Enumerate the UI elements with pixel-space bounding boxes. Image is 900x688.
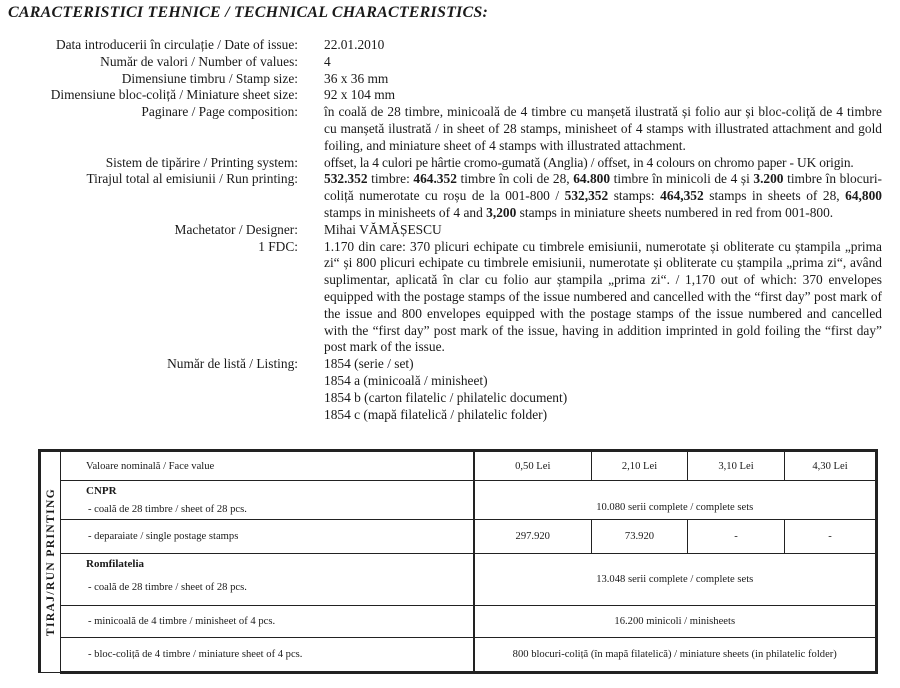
run-text: timbre: xyxy=(367,171,414,187)
spec-value xyxy=(324,356,882,423)
spec-fdc xyxy=(0,239,900,357)
single-value: - xyxy=(688,520,785,554)
table-row xyxy=(40,638,877,673)
face-value: 3,10 Lei xyxy=(688,451,785,481)
spec-value: în coală de 28 timbre, minicoală de 4 timbre cu manșetă ilustrată și folio aur și bloc-coliță de 4 timbre cu manșetă ilustrată / in sheet of 28 stamps, minisheet of 4 stamps with illustrated attachment and gold foiling, and miniature sheet of 4 stamps with illustrated attachment. xyxy=(324,104,882,153)
run-number: 64.800 xyxy=(573,171,611,187)
spec-page-composition xyxy=(0,104,900,154)
side-label-cell xyxy=(40,451,61,673)
run-text: stamps in sheets of 28, xyxy=(703,188,846,204)
run-number: 64,800 xyxy=(845,188,882,204)
spec-label: Tirajul total al emisiunii / Run printing: xyxy=(86,171,298,187)
spec-value: 4 xyxy=(324,53,331,69)
face-value: 4,30 Lei xyxy=(785,451,877,481)
spec-label: 1 FDC: xyxy=(258,238,298,254)
group-name: CNPR xyxy=(86,485,117,497)
minisheet-value: 16.200 minicoli / minisheets xyxy=(474,606,877,638)
table-row xyxy=(40,606,877,638)
spec-label: Machetator / Designer: xyxy=(174,221,298,237)
single-value: 297.920 xyxy=(474,520,592,554)
run-number: 3.200 xyxy=(753,171,784,187)
run-number: 3,200 xyxy=(486,204,517,220)
run-number: 532,352 xyxy=(564,188,609,204)
run-text: stamps: xyxy=(608,188,661,204)
spec-values xyxy=(0,54,900,71)
listing-item: 1854 c (mapă filatelică / philatelic folder) xyxy=(324,406,548,422)
row-label: - minicoală de 4 timbre / minisheet of 4 pcs. xyxy=(61,606,474,638)
face-value: 2,10 Lei xyxy=(592,451,688,481)
spec-stamp-size xyxy=(0,71,900,88)
spec-value: 36 x 36 mm xyxy=(324,70,389,86)
run-number: 532.352 xyxy=(324,171,368,187)
run-text: timbre în coli de 28, xyxy=(456,171,574,187)
spec-value: 92 x 104 mm xyxy=(324,87,396,103)
spec-label: Paginare / Page composition: xyxy=(141,104,298,120)
row-label: - deparaiate / single postage stamps xyxy=(61,520,474,554)
spec-label: Dimensiune timbru / Stamp size: xyxy=(121,70,298,86)
cnpr-sheet-value: 10.080 serii complete / complete sets xyxy=(474,481,877,520)
run-text: stamps in minisheets of 4 and xyxy=(324,204,487,220)
side-label: TIRAJ/RUN PRINTING xyxy=(44,487,57,637)
spec-listing xyxy=(0,356,900,423)
run-number: 464.352 xyxy=(413,171,457,187)
block-value: 800 blocuri-coliță (în mapă filatelică) / miniature sheets (in philatelic folder) xyxy=(474,638,877,673)
romfilatelia-sheet-cell xyxy=(61,554,474,606)
spec-label: Număr de listă / Listing: xyxy=(167,356,298,372)
technical-specs xyxy=(0,37,900,423)
spec-printing-system xyxy=(0,155,900,172)
listing-item: 1854 a (minicoală / minisheet) xyxy=(324,372,488,388)
spec-label: Sistem de tipărire / Printing system: xyxy=(105,154,298,170)
single-value: 73.920 xyxy=(592,520,688,554)
row-label: - bloc-coliță de 4 timbre / miniature sheet of 4 pcs. xyxy=(61,638,474,673)
run-number: 464,352 xyxy=(660,188,704,204)
spec-value: 22.01.2010 xyxy=(324,37,385,52)
row-label: - coală de 28 timbre / sheet of 28 pcs. xyxy=(88,504,247,515)
run-text: timbre în blocuri-coliță numerotate cu roșu de la 001-800 / xyxy=(324,171,883,204)
face-value-label: Valoare nominală / Face value xyxy=(61,451,474,481)
romfilatelia-sheet-value: 13.048 serii complete / complete sets xyxy=(474,554,877,606)
table-row xyxy=(40,451,877,481)
table-row xyxy=(40,520,877,554)
cnpr-sheet-cell xyxy=(61,481,474,520)
listing-item: 1854 b (carton filatelic / philatelic document) xyxy=(324,389,568,405)
spec-value: 1.170 din care: 370 plicuri echipate cu timbrele emisiunii, numerotate și obliterate cu ștampila „prima zi“ și 800 plicuri echipate cu timbrele emisiunii, numerotate și obliterate cu ștampila „prima zi“, având suplimentar, aplicată în clar cu folio aur ștampila „prima zi“. / 1,170 out of which: 370 envelopes equipped with the postage stamps of the issue numbered and cancelled with the “first day” post mark of the issue and 800 envelopes equipped with the postage stamps of the issue numbered and cancelled with the “first day” post mark of the issue, having in addition imprinted in gold foiling the “first day” post mark of the issue. xyxy=(324,238,882,355)
page-title: CARACTERISTICI TEHNICE / TECHNICAL CHARACTERISTICS: xyxy=(8,4,488,21)
spec-label: Data introducerii în circulație / Date of issue: xyxy=(55,37,298,52)
row-label: - coală de 28 timbre / sheet of 28 pcs. xyxy=(88,582,247,593)
run-text: stamps in miniature sheets numbered in red from 001-800. xyxy=(516,204,834,220)
spec-date xyxy=(0,37,900,54)
listing-item: 1854 (serie / set) xyxy=(324,356,414,372)
table-row xyxy=(40,481,877,520)
spec-sheet-size xyxy=(0,87,900,104)
spec-run-printing xyxy=(0,171,900,221)
group-name: Romfilatelia xyxy=(86,558,145,570)
run-printing-table xyxy=(38,449,878,674)
spec-label: Număr de valori / Number of values: xyxy=(100,53,298,69)
spec-value: Mihai VĂMĂȘESCU xyxy=(324,221,442,237)
spec-value xyxy=(324,171,882,221)
run-text: timbre în minicoli de 4 și xyxy=(610,171,754,187)
spec-label: Dimensiune bloc-coliță / Miniature sheet size: xyxy=(50,87,298,103)
table-row xyxy=(40,554,877,606)
spec-value: offset, la 4 culori pe hârtie cromo-gumată (Anglia) / offset, in 4 colours on chromo paper - UK origin. xyxy=(324,154,854,170)
spec-designer xyxy=(0,222,900,239)
single-value: - xyxy=(785,520,877,554)
face-value: 0,50 Lei xyxy=(474,451,592,481)
